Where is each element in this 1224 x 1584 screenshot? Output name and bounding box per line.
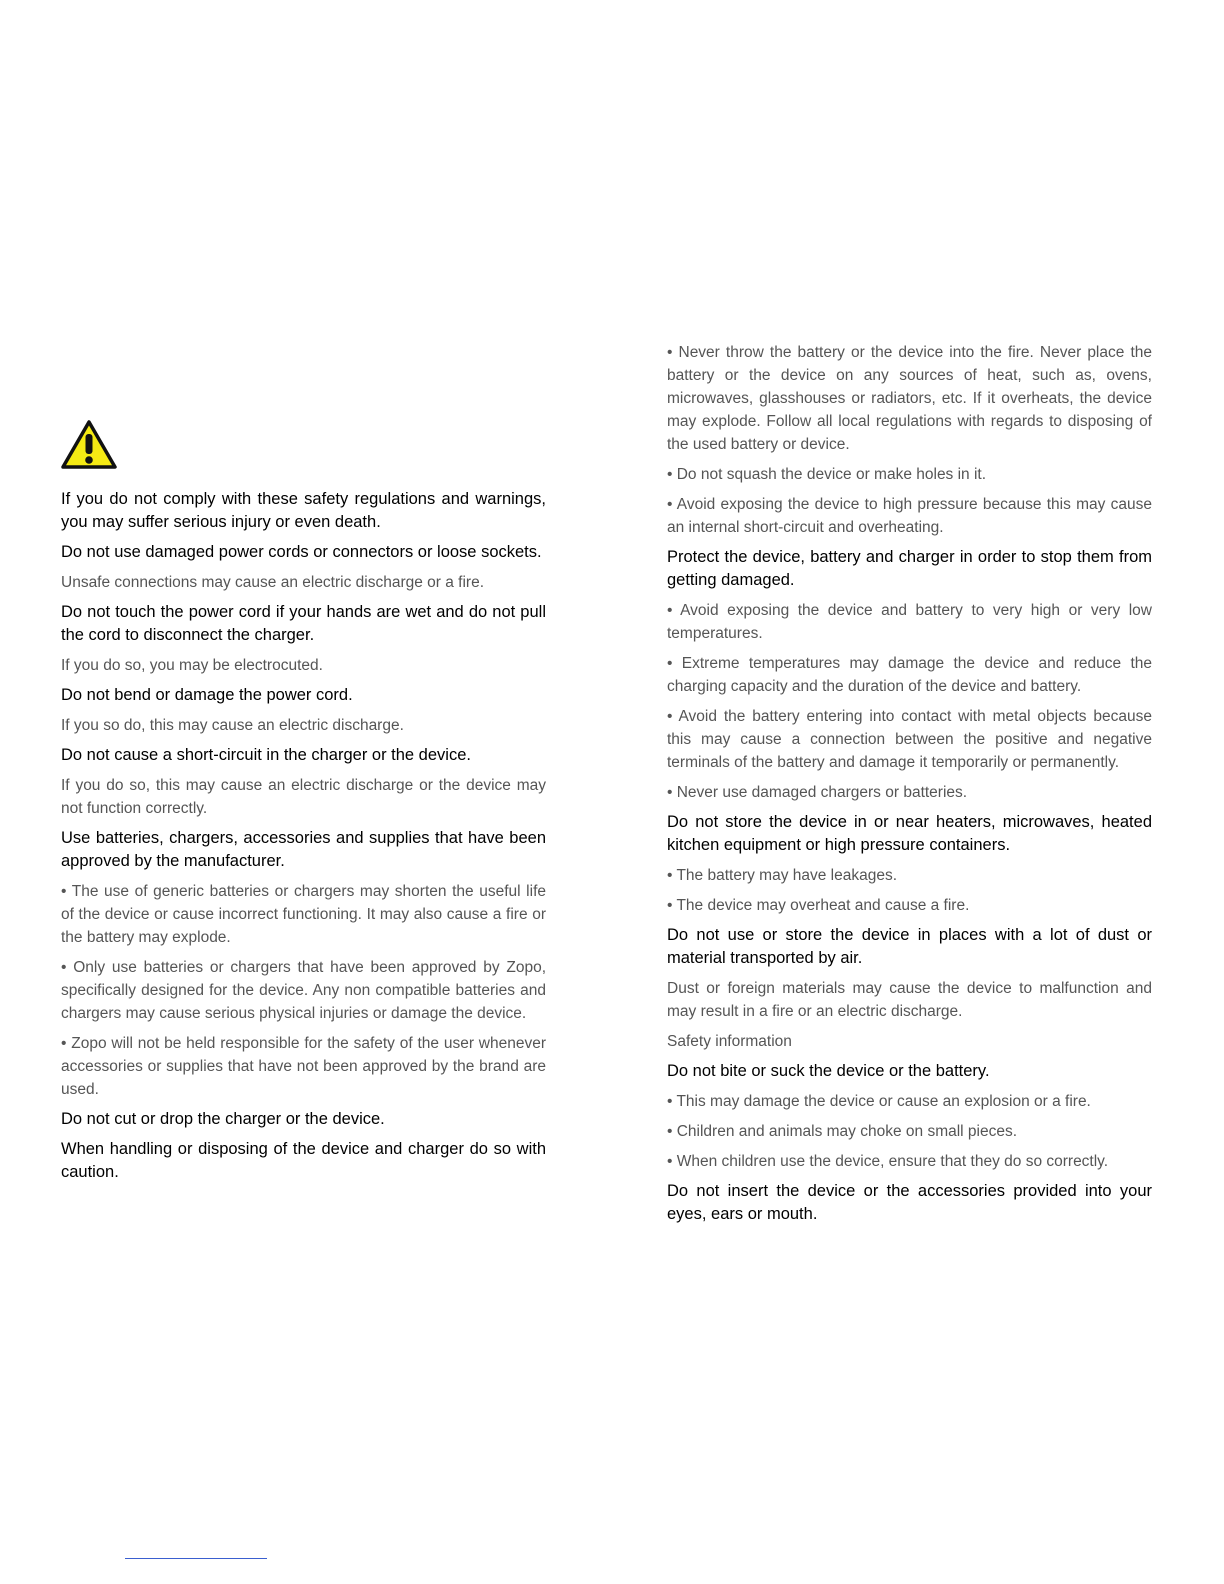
paragraph: Do not insert the device or the accessories provided into your eyes, ears or mouth.: [667, 1182, 1152, 1223]
footnote-rule: [125, 1558, 267, 1559]
bullet-item: • When children use the device, ensure that they do so correctly.: [667, 1153, 1109, 1170]
bullet-item: • Never throw the battery or the device into the fire. Never place the battery or the device on any sources of heat, such as, ovens, microwaves, glasshouses or radiators, etc. If it overheats, the device may explode. Follow all local regulations with regards to disposing of the used battery or device.: [667, 344, 1152, 453]
paragraph: If you do so, this may cause an electric discharge or the device may not function correctly.: [61, 777, 546, 817]
bullet-item: • Avoid the battery entering into contact with metal objects because this may cause a connection between the positive and negative terminals of the battery and damage it temporarily or permanently.: [667, 708, 1152, 771]
paragraph: Do not cut or drop the charger or the device.: [61, 1110, 385, 1128]
paragraph: Dust or foreign materials may cause the device to malfunction and may result in a fire or an electric discharge.: [667, 980, 1152, 1020]
warning-triangle-icon: [61, 420, 117, 470]
paragraph: When handling or disposing of the device and charger do so with caution.: [61, 1140, 546, 1181]
paragraph: Do not bend or damage the power cord.: [61, 686, 353, 704]
paragraph: If you do so, you may be electrocuted.: [61, 657, 323, 674]
paragraph: Do not touch the power cord if your hands are wet and do not pull the cord to disconnect the charger.: [61, 603, 546, 644]
bullet-item: • Zopo will not be held responsible for the safety of the user whenever accessories or supplies that have not been approved by the brand are used.: [61, 1035, 546, 1098]
bullet-item: • This may damage the device or cause an explosion or a fire.: [667, 1093, 1091, 1110]
paragraph: If you do not comply with these safety regulations and warnings, you may suffer serious injury or even death.: [61, 490, 546, 531]
paragraph: Do not bite or suck the device or the battery.: [667, 1062, 990, 1080]
bullet-item: • Avoid exposing the device to high pressure because this may cause an internal short-circuit and overheating.: [667, 496, 1152, 536]
paragraph: Do not store the device in or near heaters, microwaves, heated kitchen equipment or high pressure containers.: [667, 813, 1152, 854]
right-column: [667, 341, 1152, 1233]
paragraph: Do not cause a short-circuit in the charger or the device.: [61, 746, 471, 764]
bullet-item: • Only use batteries or chargers that have been approved by Zopo, specifically designed for the device. Any non compatible batteries and chargers may cause serious physical injuries or damage the device.: [61, 959, 546, 1022]
paragraph: Protect the device, battery and charger in order to stop them from getting damaged.: [667, 548, 1152, 589]
bullet-item: • Extreme temperatures may damage the device and reduce the charging capacity and the duration of the device and battery.: [667, 655, 1152, 695]
section-label: Safety information: [667, 1033, 792, 1050]
bullet-item: • The device may overheat and cause a fire.: [667, 897, 970, 914]
bullet-item: • Children and animals may choke on small pieces.: [667, 1123, 1018, 1140]
bullet-item: • Avoid exposing the device and battery to very high or very low temperatures.: [667, 602, 1152, 642]
bullet-item: • Do not squash the device or make holes in it.: [667, 466, 987, 483]
left-paragraphs: [61, 488, 546, 1184]
bullet-item: • The battery may have leakages.: [667, 867, 898, 884]
paragraph: Do not use or store the device in places with a lot of dust or material transported by air.: [667, 926, 1152, 967]
paragraph: Do not use damaged power cords or connectors or loose sockets.: [61, 543, 542, 561]
left-column: [61, 420, 546, 1191]
paragraph: Unsafe connections may cause an electric discharge or a fire.: [61, 574, 485, 591]
paragraph: Use batteries, chargers, accessories and supplies that have been approved by the manufacturer.: [61, 829, 546, 870]
paragraph: If you so do, this may cause an electric discharge.: [61, 717, 404, 734]
bullet-item: • Never use damaged chargers or batteries.: [667, 784, 968, 801]
bullet-item: • The use of generic batteries or chargers may shorten the useful life of the device or cause incorrect functioning. It may also cause a fire or the battery may explode.: [61, 883, 546, 946]
